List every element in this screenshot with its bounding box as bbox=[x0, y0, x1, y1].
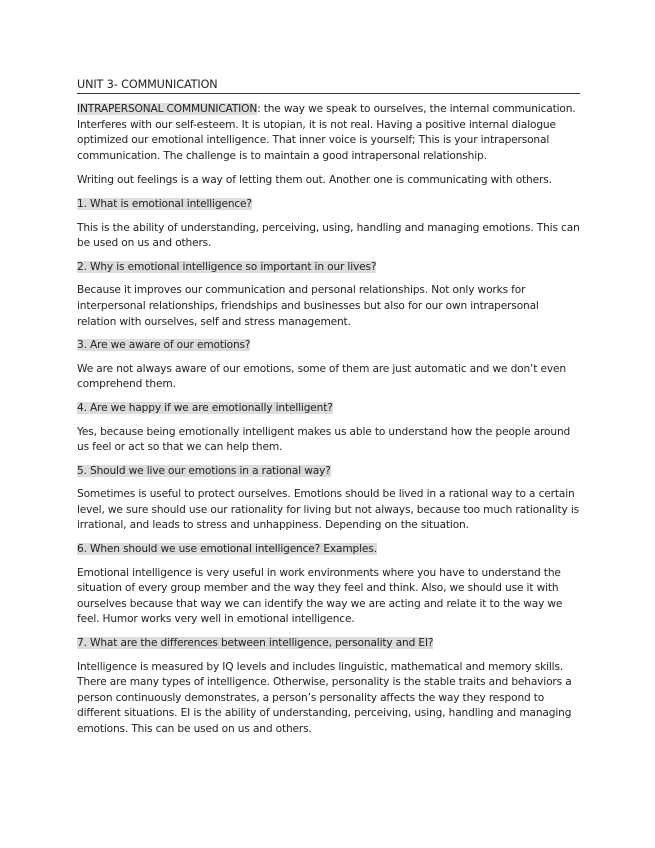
question-1: 1. What is emotional intelligence? bbox=[77, 197, 252, 210]
intro-text: : the way we speak to ourselves, the internal communication. Interferes with our self-esteem. It is utopian, it is not real. Having a positive internal dialogue optimized our emotional intelligence. That inner voice is yourself; This is your intrapersonal communication. The challenge is to maintain a good intrapersonal relationship. bbox=[77, 103, 576, 162]
intro-term: INTRAPERSONAL COMMUNICATION bbox=[77, 103, 258, 115]
answer-2: Because it improves our communication and personal relationships. Not only works for interpersonal relationships, friendships and businesses but also for our own intrapersonal relation with ourselves, self and stress management. bbox=[77, 284, 539, 328]
question-6: 6. When should we use emotional intelligence? Examples. bbox=[77, 543, 377, 556]
document-page bbox=[77, 78, 580, 746]
answer-3: We are not always aware of our emotions, some of them are just automatic and we don’t even comprehend them. bbox=[77, 362, 566, 391]
qa-section bbox=[77, 197, 580, 738]
intro-paragraph bbox=[77, 102, 580, 164]
answer-5: Sometimes is useful to protect ourselves. Emotions should be lived in a rational way to a certain level, we sure should use our rationality for living but not always, because too much rationality is irrational, and leads to stress and unhappiness. Depending on the situation. bbox=[77, 488, 580, 532]
question-4: 4. Are we happy if we are emotionally intelligent? bbox=[77, 401, 333, 414]
answer-1: This is the ability of understanding, perceiving, using, handling and managing emotions. This can be used on us and others. bbox=[77, 221, 580, 250]
answer-4: Yes, because being emotionally intelligent makes us able to understand how the people around us feel or act so that we can help them. bbox=[77, 425, 571, 454]
unit-title: UNIT 3- COMMUNICATION bbox=[77, 78, 580, 94]
answer-6: Emotional intelligence is very useful in work environments where you have to understand the situation of every group member and the way they feel and think. Also, we should use it with ourselves because that way we can identify the way we are acting and relate it to the way we feel. Humor works very well in emotional intelligence. bbox=[77, 566, 563, 626]
question-7: 7. What are the differences between intelligence, personality and EI? bbox=[77, 637, 434, 650]
answer-7: Intelligence is measured by IQ levels and includes linguistic, mathematical and memory skills. There are many types of intelligence. Otherwise, personality is the stable traits and behaviors a person continuously demonstrates, a person’s personality affects the way they respond to different situations. EI is the ability of understanding, perceiving, using, handling and managing emotions. This can be used on us and others. bbox=[77, 660, 572, 735]
question-5: 5. Should we live our emotions in a rational way? bbox=[77, 464, 331, 477]
question-3: 3. Are we aware of our emotions? bbox=[77, 339, 251, 352]
question-2: 2. Why is emotional intelligence so important in our lives? bbox=[77, 260, 377, 273]
writing-note: Writing out feelings is a way of letting them out. Another one is communicating with others. bbox=[77, 174, 552, 187]
